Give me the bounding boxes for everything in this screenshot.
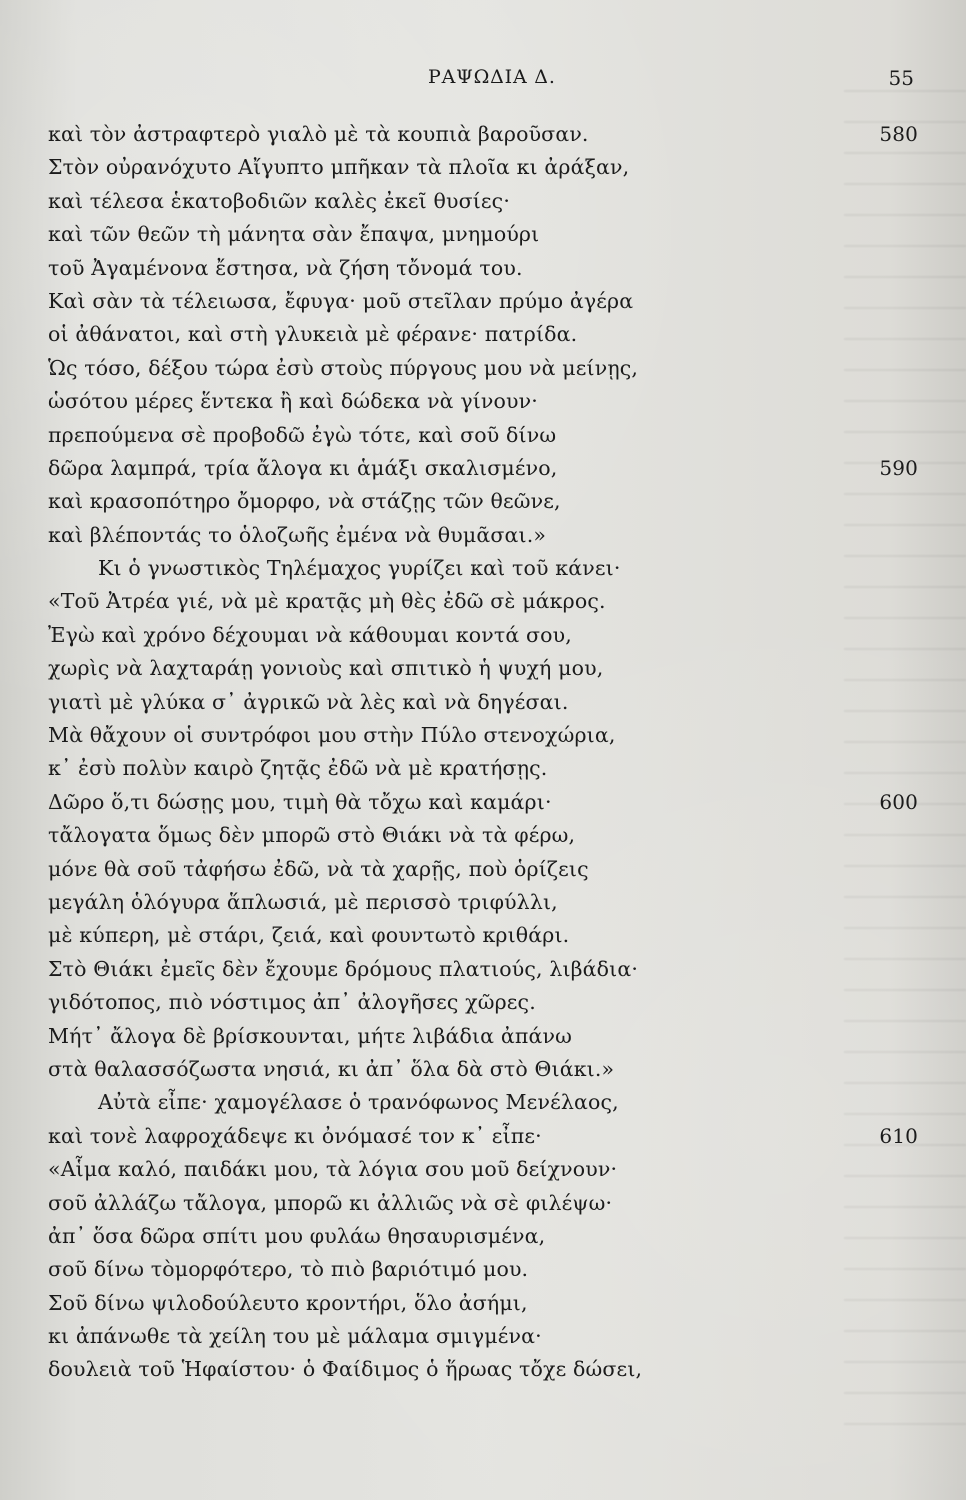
- poem-line-text: σοῦ δίνω τὸμορφότερο, τὸ πιὸ βαριότιμό μου.: [48, 1257, 529, 1282]
- poem-line-text: μεγάλη ὁλόγυρα ἅπλωσιά, μὲ περισσὸ τριφύλλι,: [48, 889, 558, 914]
- poem-line: [48, 953, 918, 986]
- poem-line-text: μὲ κύπερη, μὲ στάρι, ζειά, καὶ φουντωτὸ κριθάρι.: [48, 923, 570, 948]
- poem-line: [48, 1220, 918, 1253]
- poem-line-text: «Τοῦ Ἀτρέα γιέ, νὰ μὲ κρατᾷς μὴ θὲς ἐδῶ σὲ μάκρος.: [48, 589, 606, 614]
- poem-line-text: «Αἷμα καλό, παιδάκι μου, τὰ λόγια σου μοῦ δείχνουν·: [48, 1157, 618, 1182]
- poem-line: [48, 118, 918, 151]
- poem-line: [48, 652, 918, 685]
- poem-line-text: καὶ τὸν ἀστραφτερὸ γιαλὸ μὲ τὰ κουπιὰ βαροῦσαν.: [48, 122, 589, 146]
- line-number: 590: [879, 455, 918, 480]
- poem-line-text: Δῶρο ὅ,τι δώσῃς μου, τιμὴ θὰ τὄχω καὶ καμάρι·: [48, 789, 552, 814]
- poem-line-text: Στὸν οὐρανόχυτο Αἴγυπτο μπῆκαν τὰ πλοῖα κι ἀράξαν,: [48, 155, 630, 180]
- page-number: 55: [888, 66, 914, 90]
- page-header: [0, 56, 966, 96]
- poem-line: [48, 853, 918, 886]
- poem-line: [48, 185, 918, 218]
- poem-line: [48, 919, 918, 952]
- poem-line-text: χωρὶς νὰ λαχταράῃ γονιοὺς καὶ σπιτικὸ ἡ ψυχή μου,: [48, 656, 604, 681]
- poem-line-text: Σοῦ δίνω ψιλοδούλευτο κροντήρι, ὅλο ἀσήμι,: [48, 1290, 528, 1315]
- poem-line: [48, 1287, 918, 1320]
- poem-line: [48, 151, 918, 184]
- poem-line: [48, 819, 918, 852]
- poem-line-text: δῶρα λαμπρά, τρία ἄλογα κι ἁμάξι σκαλισμένο,: [48, 455, 558, 480]
- poem-line-text: Καὶ σὰν τὰ τέλειωσα, ἔφυγα· μοῦ στεῖλαν πρύμο ἀγέρα: [48, 288, 634, 313]
- poem-line-text: Κι ὁ γνωστικὸς Τηλέμαχος γυρίζει καὶ τοῦ κάνει·: [98, 556, 621, 581]
- poem-line: [48, 552, 918, 585]
- poem-line-text: Μὰ θἄχουν οἱ συντρόφοι μου στὴν Πύλο στενοχώρια,: [48, 723, 616, 748]
- poem-line: [48, 452, 918, 485]
- poem-line: [48, 385, 918, 418]
- poem-line: [48, 352, 918, 385]
- poem-line-text: σοῦ ἀλλάζω τἄλογα, μπορῶ κι ἀλλιῶς νὰ σὲ φιλέψω·: [48, 1190, 613, 1215]
- poem-line-text: Μήτ᾿ ἄλογα δὲ βρίσκουνται, μήτε λιβάδια ἀπάνω: [48, 1023, 572, 1048]
- poem-line-text: γιατὶ μὲ γλύκα σ᾿ ἀγρικῶ νὰ λὲς καὶ νὰ δηγέσαι.: [48, 689, 569, 714]
- poem-line-text: τἄλογατα ὅμως δὲν μπορῶ στὸ Θιάκι νὰ τὰ φέρω,: [48, 823, 576, 848]
- poem-line-text: μόνε θὰ σοῦ τἀφήσω ἐδῶ, νὰ τὰ χαρῇς, ποὺ ὁρίζεις: [48, 856, 589, 881]
- poem-line: [48, 686, 918, 719]
- line-number: 610: [879, 1123, 918, 1148]
- poem-line: [48, 1153, 918, 1186]
- line-number: 600: [879, 789, 918, 814]
- poem-line-text: Ἐγὼ καὶ χρόνο δέχουμαι νὰ κάθουμαι κοντά σου,: [48, 622, 572, 647]
- poem-line-text: καὶ τῶν θεῶν τὴ μάνητα σὰν ἔπαψα, μνημούρι: [48, 222, 540, 247]
- poem-text: [48, 118, 918, 1387]
- poem-line: [48, 986, 918, 1019]
- poem-line: [48, 719, 918, 752]
- poem-line: [48, 1353, 918, 1386]
- poem-line-text: καὶ βλέποντάς το ὁλοζωῆς ἐμένα νὰ θυμᾶσαι.»: [48, 522, 547, 547]
- poem-line: [48, 285, 918, 318]
- poem-line-text: καὶ τέλεσα ἑκατοβοδιῶν καλὲς ἐκεῖ θυσίες·: [48, 188, 510, 213]
- poem-line-text: πρεπούμενα σὲ προβοδῶ ἐγὼ τότε, καὶ σοῦ δίνω: [48, 422, 557, 447]
- poem-line-text: καὶ τονὲ λαφροχάδεψε κι ὀνόμασέ τον κ᾿ εἶπε·: [48, 1123, 542, 1148]
- poem-line: [48, 519, 918, 552]
- poem-line-text: γιδότοπος, πιὸ νόστιμος ἀπ᾿ ἀλογῆσες χῶρες.: [48, 990, 536, 1015]
- poem-line: [48, 485, 918, 518]
- poem-line-text: δουλειὰ τοῦ Ἡφαίστου· ὁ Φαίδιμος ὁ ἥρωας τὄχε δώσει,: [48, 1357, 643, 1382]
- poem-line: [48, 1320, 918, 1353]
- poem-line-text: Στὸ Θιάκι ἐμεῖς δὲν ἔχουμε δρόμους πλατιούς, λιβάδια·: [48, 956, 639, 981]
- poem-line-text: Ὡς τόσο, δέξου τώρα ἐσὺ στοὺς πύργους μου νὰ μείνῃς,: [48, 355, 639, 380]
- poem-line: [48, 752, 918, 785]
- poem-line-text: Αὐτὰ εἶπε· χαμογέλασε ὁ τρανόφωνος Μενέλαος,: [98, 1090, 619, 1115]
- poem-line-text: στὰ θαλασσόζωστα νησιά, κι ἀπ᾿ ὅλα δὰ στὸ Θιάκι.»: [48, 1056, 615, 1081]
- poem-line-text: ὡσότου μέρες ἕντεκα ἢ καὶ δώδεκα νὰ γίνουν·: [48, 389, 538, 414]
- poem-line: [48, 1253, 918, 1286]
- poem-line: [48, 619, 918, 652]
- poem-line: [48, 218, 918, 251]
- poem-line: [48, 1187, 918, 1220]
- poem-line-text: ἀπ᾿ ὅσα δῶρα σπίτι μου φυλάω θησαυρισμένα,: [48, 1223, 546, 1248]
- poem-line: [48, 419, 918, 452]
- poem-line: [48, 1120, 918, 1153]
- poem-line: [48, 1086, 918, 1119]
- poem-line-text: τοῦ Ἀγαμένονα ἔστησα, νὰ ζήση τὄνομά του.: [48, 255, 523, 280]
- poem-line-text: καὶ κρασοπότηρο ὄμορφο, νὰ στάζῃς τῶν θεῶνε,: [48, 489, 561, 514]
- poem-line-text: κι ἀπάνωθε τὰ χείλη του μὲ μάλαμα σμιγμένα·: [48, 1324, 542, 1349]
- poem-line: [48, 1020, 918, 1053]
- poem-line-text: κ᾿ ἐσὺ πολὺν καιρὸ ζητᾷς ἐδῶ νὰ μὲ κρατήσῃς.: [48, 756, 548, 781]
- poem-line: [48, 786, 918, 819]
- poem-line: [48, 1053, 918, 1086]
- poem-line: [48, 585, 918, 618]
- poem-line: [48, 252, 918, 285]
- line-number: 580: [879, 122, 918, 146]
- poem-line: [48, 318, 918, 351]
- running-title: ΡΑΨΩΔΙΑ Δ.: [428, 66, 556, 88]
- poem-line-text: οἱ ἀθάνατοι, καὶ στὴ γλυκειὰ μὲ φέρανε· πατρίδα.: [48, 322, 578, 347]
- poem-line: [48, 886, 918, 919]
